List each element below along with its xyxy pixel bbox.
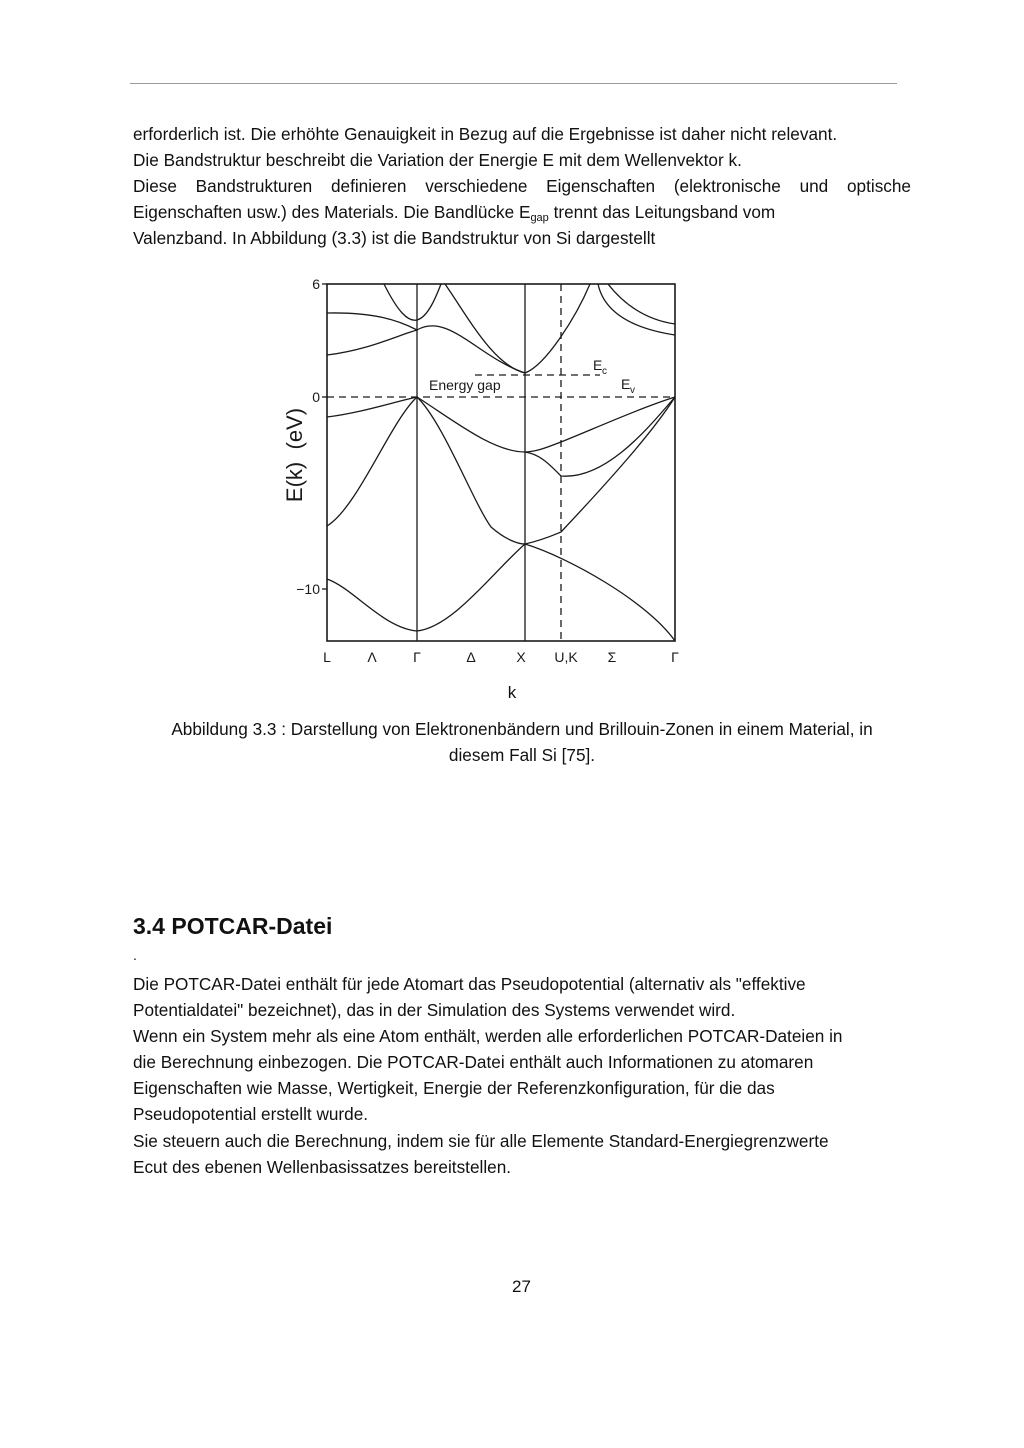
- svg-text:c: c: [602, 366, 607, 377]
- section-line: Ecut des ebenen Wellenbasissatzes bereitstellen.: [133, 1157, 512, 1177]
- x-axis-label: k: [507, 683, 517, 702]
- intro-paragraph-2-end: Valenzband. In Abbildung (3.3) ist die Bandstruktur von Si dargestellt: [133, 228, 656, 248]
- intro-line-1: erforderlich ist. Die erhöhte Genauigkeit in Bezug auf die Ergebnisse ist daher nicht relevant.: [133, 124, 838, 144]
- page-number: 27: [512, 1277, 531, 1296]
- x-tick-label: Δ: [466, 649, 476, 665]
- y-axis-label: E(k) (eV): [282, 407, 307, 503]
- band-curve: [327, 397, 417, 526]
- section-line: Pseudopotential erstellt wurde.: [133, 1104, 369, 1124]
- band-curve: [525, 397, 675, 544]
- gap-subscript: gap: [530, 212, 549, 224]
- band-curve: [525, 284, 590, 373]
- ev-label: [621, 376, 635, 396]
- x-tick-label: L: [323, 649, 331, 665]
- band-curve: [327, 544, 525, 631]
- band-curve: [445, 284, 525, 373]
- plot-frame: [327, 284, 675, 641]
- energy-gap-label: Energy gap: [429, 377, 501, 393]
- header-rule: [130, 83, 897, 84]
- intro-paragraph-2-text: Diese Bandstrukturen definieren verschiedene Eigenschaften (elektronische und optische Eigenschaften usw.) des Materials. Die Bandlücke E: [133, 176, 911, 222]
- section-line: Wenn ein System mehr als eine Atom enthält, werden alle erforderlichen POTCAR-Dateien in: [133, 1026, 843, 1046]
- band-curve: [525, 397, 675, 452]
- svg-text:v: v: [630, 385, 635, 396]
- section-heading: 3.4 POTCAR-Datei: [133, 913, 333, 939]
- band-curve: [327, 313, 417, 330]
- intro-paragraph-2: [133, 173, 911, 231]
- band-curve: [417, 397, 525, 544]
- intro-paragraph-2-tail: trennt das Leitungsband vom: [548, 202, 776, 222]
- ec-label: [593, 357, 607, 377]
- band-curve: [525, 544, 675, 641]
- band-curve: [384, 284, 441, 320]
- x-tick-label: U,K: [554, 649, 578, 665]
- svg-text:E: E: [593, 357, 603, 373]
- band-structure-figure: [278, 272, 698, 672]
- band-structure-plot: [278, 272, 698, 672]
- section-line: Potentialdatei" bezeichnet), das in der Simulation des Systems verwendet wird.: [133, 1000, 736, 1020]
- x-tick-label: X: [516, 649, 526, 665]
- band-curve: [608, 284, 675, 324]
- figure-caption: [125, 716, 919, 768]
- x-tick-label: Λ: [367, 649, 377, 665]
- y-tick-label: 6: [312, 276, 320, 292]
- section-dot: .: [133, 947, 137, 963]
- section-line: Eigenschaften wie Masse, Wertigkeit, Energie der Referenzkonfiguration, für die das: [133, 1078, 775, 1098]
- band-curve: [417, 397, 525, 452]
- section-line: Die POTCAR-Datei enthält für jede Atomart das Pseudopotential (alternativ als "effektive: [133, 974, 806, 994]
- x-tick-label: Σ: [607, 649, 617, 665]
- band-curve: [327, 330, 417, 355]
- y-tick-label: 0: [312, 389, 320, 405]
- x-tick-label: Γ: [671, 649, 679, 665]
- x-tick-label: Γ: [413, 649, 421, 665]
- caption-line-2: diesem Fall Si [75].: [448, 745, 596, 765]
- section-line: die Berechnung einbezogen. Die POTCAR-Datei enthält auch Informationen zu atomaren: [133, 1052, 814, 1072]
- y-tick-label: −10: [296, 581, 320, 597]
- intro-line-2: Die Bandstruktur beschreibt die Variation der Energie E mit dem Wellenvektor k.: [133, 150, 742, 170]
- svg-text:E: E: [621, 376, 631, 392]
- caption-line-1: Abbildung 3.3 : Darstellung von Elektronenbändern und Brillouin-Zonen in einem Material, in: [171, 719, 873, 739]
- band-curve: [525, 397, 675, 476]
- section-line: Sie steuern auch die Berechnung, indem sie für alle Elemente Standard-Energiegrenzwerte: [133, 1131, 829, 1151]
